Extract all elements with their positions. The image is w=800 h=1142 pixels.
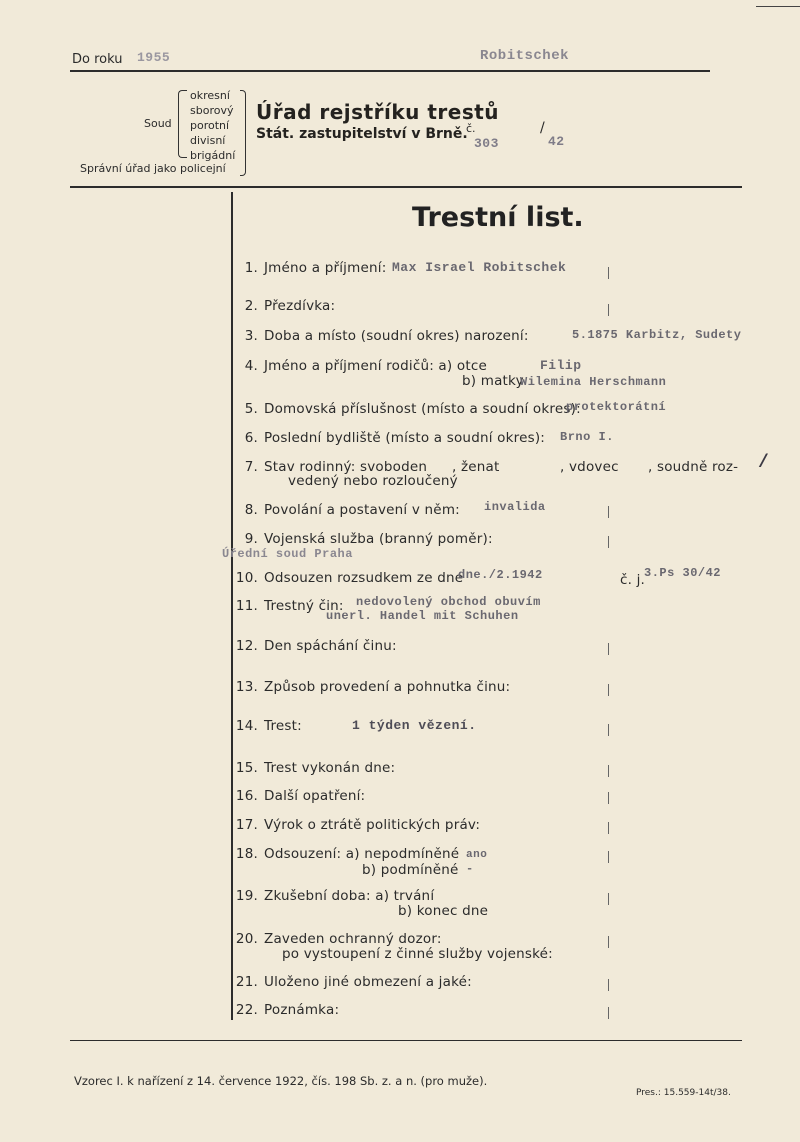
- surname-value: Robitschek: [480, 48, 570, 64]
- field-5-value: protektorátní: [566, 400, 667, 414]
- field-6: 6. Poslední bydliště (místo a soudní okres):: [244, 430, 546, 446]
- court-option: sborový: [190, 104, 234, 117]
- record-number: 303: [474, 136, 499, 151]
- field-6-value: Brno I.: [560, 430, 614, 444]
- field-2: 2. Přezdívka:: [244, 298, 336, 314]
- office-stamp-line2: Stát. zastupitelství v Brně.: [256, 126, 468, 142]
- tick-mark: [608, 643, 609, 655]
- footer-text: Vzorec I. k nařízení z 14. července 1922, čís. 198 Sb. z. a n. (pro muže).: [74, 1074, 488, 1088]
- soud-label: Soud: [144, 117, 172, 130]
- do-roku-label: Do roku: [72, 52, 123, 67]
- field-4: 4. Jméno a příjmení rodičů: a) otce: [244, 358, 487, 374]
- field-4-value-a: Filip: [540, 358, 582, 373]
- main-top-rule: [70, 186, 742, 188]
- field-3-value: 5.1875 Karbitz, Sudety: [572, 328, 742, 342]
- tick-mark: [608, 792, 609, 804]
- field-1: 1. Jméno a příjmení:: [244, 260, 387, 276]
- page-title: Trestní list.: [412, 202, 584, 233]
- field-11-value-1: nedovolený obchod obuvím: [356, 595, 541, 609]
- field-7-zenat: , ženat: [452, 459, 500, 475]
- court-option: porotní: [190, 119, 230, 132]
- record-year: 42: [548, 134, 565, 149]
- header-rule: [70, 70, 710, 72]
- tick-mark: [608, 1007, 609, 1019]
- tick-mark: [608, 304, 609, 316]
- field-21: 21. Uloženo jiné obmezení a jaké:: [235, 974, 472, 990]
- field-15: 15. Trest vykonán dne:: [235, 760, 396, 776]
- field-7-rozlouceny: vedený nebo rozloučený: [288, 473, 458, 489]
- record-c-label: č.: [466, 122, 476, 135]
- tick-mark: [608, 506, 609, 518]
- field-22: 22. Poznámka:: [235, 1002, 340, 1018]
- field-20: 20. Zaveden ochranný dozor:: [235, 931, 442, 947]
- corner-mark: [756, 0, 800, 7]
- court-options: [190, 88, 235, 163]
- admin-label: Správní úřad jako policejní: [80, 162, 226, 175]
- court-option: divisní: [190, 134, 226, 147]
- field-9-court: Úřední soud Praha: [222, 547, 353, 561]
- field-5: 5. Domovská příslušnost (místo a soudní okres):: [244, 401, 581, 417]
- field-18b-label: b) podmíněné: [362, 862, 459, 878]
- footer-rule: [70, 1040, 742, 1041]
- tick-mark: [608, 979, 609, 991]
- field-7: 7. Stav rodinný: svoboden: [244, 459, 428, 475]
- field-12: 12. Den spáchání činu:: [235, 638, 397, 654]
- field-18: 18. Odsouzení: a) nepodmíněné: [235, 846, 460, 862]
- field-14-value: 1 týden vězení.: [352, 718, 477, 733]
- field-10-date: dne./2.1942: [458, 568, 543, 582]
- tick-mark: [608, 893, 609, 905]
- field-20b-label: po vystoupení z činné služby vojenské:: [282, 946, 553, 962]
- tick-mark: [608, 851, 609, 863]
- field-11-value-2: unerl. Handel mit Schuhen: [326, 609, 519, 623]
- field-13: 13. Způsob provedení a pohnutka činu:: [235, 679, 511, 695]
- field-18-value-a: ano: [466, 849, 488, 861]
- tick-mark: [608, 684, 609, 696]
- court-option: okresní: [190, 89, 230, 102]
- field-3: 3. Doba a místo (soudní okres) narození:: [244, 328, 529, 344]
- field-11: 11. Trestný čin:: [235, 598, 344, 614]
- field-16: 16. Další opatření:: [235, 788, 366, 804]
- field-8: 8. Povolání a postavení v něm:: [244, 502, 460, 518]
- office-stamp-line1: Úřad rejstříku trestů: [256, 100, 500, 124]
- field-19b-label: b) konec dne: [398, 903, 489, 919]
- field-19: 19. Zkušební doba: a) trvání: [235, 888, 435, 904]
- court-brace: [178, 90, 187, 158]
- field-10-ref: 3.Ps 30/42: [644, 566, 722, 580]
- field-14: 14. Trest:: [235, 718, 302, 734]
- field-4-value-b: Wilemina Herschmann: [520, 375, 667, 389]
- tick-mark: [608, 267, 609, 279]
- field-7-vdovec: , vdovec: [560, 459, 619, 475]
- press-mark: Pres.: 15.559-14t/38.: [636, 1088, 731, 1098]
- do-roku-value: 1955: [137, 50, 171, 65]
- field-7-mark: /: [758, 453, 770, 473]
- tick-mark: [608, 536, 609, 548]
- tick-mark: [608, 765, 609, 777]
- tick-mark: [608, 822, 609, 834]
- field-9: 9. Vojenská služba (branný poměr):: [244, 531, 493, 547]
- field-1-value: Max Israel Robitschek: [392, 260, 567, 275]
- tick-mark: [608, 936, 609, 948]
- field-4b-label: b) matky: [462, 373, 524, 389]
- field-7-rozvedeny: , soudně roz-: [648, 459, 739, 475]
- field-10-cj: č. j.: [620, 572, 646, 588]
- field-8-value: invalida: [484, 500, 546, 514]
- field-18-value-b: -: [466, 862, 474, 876]
- tick-mark: [608, 724, 609, 736]
- field-17: 17. Výrok o ztrátě politických práv:: [235, 817, 481, 833]
- record-slash: /: [540, 120, 545, 136]
- field-10: 10. Odsouzen rozsudkem ze dne: [235, 570, 464, 586]
- court-option: brigádní: [190, 149, 236, 162]
- court-brace-right: [240, 90, 246, 176]
